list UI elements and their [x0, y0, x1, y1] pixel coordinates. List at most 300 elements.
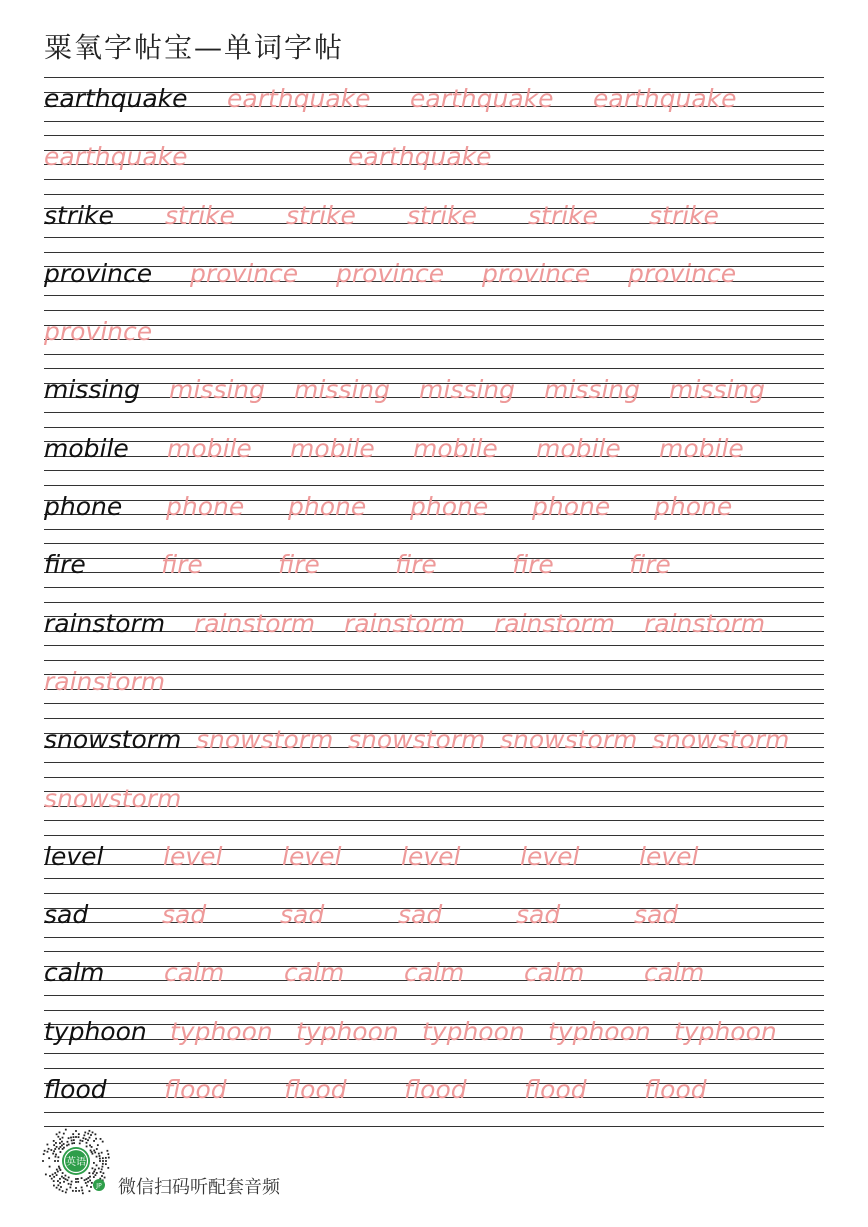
qr-dot [89, 1144, 91, 1146]
qr-dot [63, 1133, 65, 1135]
qr-dot [96, 1172, 98, 1174]
qr-dot [52, 1174, 54, 1176]
qr-dot [71, 1142, 73, 1144]
qr-dot [58, 1166, 60, 1168]
practice-row [44, 718, 824, 776]
row-words [44, 492, 824, 522]
trace-word: province [628, 258, 737, 288]
trace-word: flood [644, 1075, 707, 1105]
qr-dot [48, 1148, 50, 1150]
qr-dot [68, 1183, 70, 1185]
qr-dot [67, 1141, 69, 1143]
qr-dot [72, 1133, 74, 1135]
qr-dot [43, 1153, 45, 1155]
trace-word: mobile [536, 433, 621, 463]
practice-row [44, 602, 824, 660]
qr-dot [73, 1139, 75, 1141]
trace-word: missing [294, 375, 391, 405]
ruling-line [44, 529, 824, 530]
qr-dot [59, 1178, 61, 1180]
practice-row [44, 835, 824, 893]
qr-dot [72, 1190, 74, 1192]
trace-word: calm [164, 958, 225, 988]
qr-dot [70, 1137, 72, 1139]
qr-dot [94, 1152, 96, 1154]
qr-dot [90, 1150, 92, 1152]
qr-dot [71, 1140, 73, 1142]
qr-dot [60, 1186, 62, 1188]
qr-dot [47, 1151, 49, 1153]
practice-row [44, 485, 824, 543]
ruling-line [44, 645, 824, 646]
model-word: flood [44, 1075, 107, 1105]
trace-word: strike [165, 200, 235, 230]
qr-dot [107, 1153, 109, 1155]
trace-word: province [44, 317, 153, 347]
qr-dot [57, 1156, 59, 1158]
qr-dot [104, 1177, 106, 1179]
qr-dot [59, 1138, 61, 1140]
qr-dot [66, 1189, 68, 1191]
qr-dot [48, 1157, 50, 1159]
practice-row [44, 194, 824, 252]
trace-word: mobile [167, 433, 252, 463]
trace-word: strike [649, 200, 719, 230]
ruling-line [44, 587, 824, 588]
qr-dot [107, 1167, 109, 1169]
ruling-line [44, 1010, 824, 1011]
trace-word: earthquake [348, 142, 492, 172]
qr-dot [65, 1191, 67, 1193]
audio-hint: 微信扫码听配套音频 [118, 1177, 280, 1198]
trace-word: earthquake [227, 84, 371, 113]
qr-dot [102, 1157, 104, 1159]
model-word: earthquake [44, 84, 188, 113]
model-word: sad [44, 900, 89, 930]
qr-dot [93, 1176, 95, 1178]
qr-dot [62, 1137, 64, 1139]
qr-dot [59, 1142, 61, 1144]
qr-dot [100, 1171, 102, 1173]
qr-dot [50, 1149, 52, 1151]
trace-word: missing [544, 375, 641, 405]
qr-dot [89, 1137, 91, 1139]
qr-dot [94, 1133, 96, 1135]
ruling-line [44, 252, 824, 253]
trace-word: sad [280, 900, 325, 930]
trace-word: fire [629, 550, 671, 580]
qr-dot [85, 1182, 87, 1184]
qr-dot [73, 1142, 75, 1144]
qr-dot [87, 1181, 89, 1183]
qr-dot [60, 1151, 62, 1153]
qr-dot [56, 1174, 58, 1176]
qr-dot [65, 1129, 67, 1131]
qr-dot [85, 1138, 87, 1140]
row-words [44, 550, 824, 580]
practice-row [44, 951, 824, 1009]
qr-dot [61, 1141, 63, 1143]
qr-dot [78, 1190, 80, 1192]
qr-dot [81, 1187, 83, 1189]
ruling-line [44, 820, 824, 821]
qr-dot [99, 1160, 101, 1162]
model-word: snowstorm [44, 725, 182, 755]
qr-dot [53, 1176, 55, 1178]
qr-dot [68, 1137, 70, 1139]
row-words [44, 842, 824, 872]
qr-dot [102, 1160, 104, 1162]
ruling-line [44, 354, 824, 355]
practice-row [44, 777, 824, 835]
trace-word: level [282, 841, 342, 871]
row-words [44, 725, 824, 755]
row-words [44, 609, 824, 639]
qr-dot [63, 1181, 65, 1183]
qr-dot [106, 1150, 108, 1152]
qr-dot [57, 1171, 59, 1173]
qr-dot [86, 1142, 88, 1144]
qr-dot [98, 1168, 100, 1170]
qr-dot [58, 1148, 60, 1150]
qr-dot [90, 1134, 92, 1136]
trace-word: phone [654, 492, 733, 522]
row-words [44, 1075, 824, 1105]
practice-row [44, 1068, 824, 1126]
qr-dot [63, 1177, 65, 1179]
qr-dot [59, 1182, 61, 1184]
trace-word: sad [398, 900, 443, 930]
model-word: missing [44, 375, 141, 405]
trace-word: typhoon [296, 1016, 399, 1046]
trace-word: rainstorm [494, 608, 616, 638]
model-word: rainstorm [44, 608, 166, 638]
qr-dot [53, 1150, 55, 1152]
trace-word: sad [516, 900, 561, 930]
qr-dot [93, 1171, 95, 1173]
qr-dot [55, 1154, 57, 1156]
row-words [44, 375, 824, 405]
trace-word: rainstorm [194, 608, 316, 638]
qr-dot [86, 1146, 88, 1148]
row-words [44, 142, 824, 172]
row-words [44, 201, 824, 231]
model-word: typhoon [44, 1016, 147, 1046]
ruling-line [44, 878, 824, 879]
trace-word: calm [284, 958, 345, 988]
practice-row [44, 252, 824, 310]
qr-dot [78, 1136, 80, 1138]
qr-dot [99, 1158, 101, 1160]
qr-dot [57, 1184, 59, 1186]
model-word: fire [44, 550, 86, 580]
trace-word: flood [284, 1075, 347, 1105]
qr-dot [63, 1143, 65, 1145]
qr-dot [59, 1189, 61, 1191]
qr-dot [56, 1187, 58, 1189]
qr-dot [92, 1167, 94, 1169]
ruling-line [44, 295, 824, 296]
qr-dot [81, 1189, 83, 1191]
row-words [44, 958, 824, 988]
ruling-line [44, 179, 824, 180]
trace-word: missing [669, 375, 766, 405]
trace-word: mobile [413, 433, 498, 463]
practice-row [44, 893, 824, 951]
ruling-line [44, 470, 824, 471]
model-word: calm [44, 958, 105, 988]
trace-word: rainstorm [344, 608, 466, 638]
qr-dot [75, 1181, 77, 1183]
qr-dot [81, 1177, 83, 1179]
qr-dot [93, 1140, 95, 1142]
qr-dot [92, 1153, 94, 1155]
practice-row [44, 427, 824, 485]
trace-word: typhoon [170, 1016, 273, 1046]
trace-word: level [401, 841, 461, 871]
trace-word: snowstorm [348, 725, 486, 755]
trace-word: typhoon [674, 1016, 777, 1046]
qr-dot [59, 1167, 61, 1169]
trace-word: strike [407, 200, 477, 230]
ruling-line [44, 1112, 824, 1113]
footer [40, 1127, 460, 1199]
qr-dot [63, 1147, 65, 1149]
ruling-line [44, 703, 824, 704]
qr-dot [96, 1164, 98, 1166]
trace-word: phone [166, 492, 245, 522]
qr-dot [101, 1152, 103, 1154]
trace-word: calm [524, 958, 585, 988]
qr-dot [53, 1144, 55, 1146]
qr-dot [86, 1185, 88, 1187]
trace-word: missing [169, 375, 266, 405]
trace-word: fire [161, 550, 203, 580]
qr-dot [56, 1169, 58, 1171]
qr-dot [67, 1179, 69, 1181]
trace-word: calm [644, 958, 705, 988]
trace-word: mobile [290, 433, 375, 463]
qr-dot [82, 1140, 84, 1142]
ruling-line [44, 543, 824, 544]
ruling-line [44, 835, 824, 836]
trace-word: strike [286, 200, 356, 230]
qr-dot [65, 1178, 67, 1180]
qr-dot [102, 1163, 104, 1165]
ruling-line [44, 951, 824, 952]
qr-dot [61, 1176, 63, 1178]
ruling-line [44, 1053, 824, 1054]
qr-dot [69, 1187, 71, 1189]
trace-word: sad [162, 900, 207, 930]
qr-dot [47, 1144, 49, 1146]
ruling-line [44, 485, 824, 486]
qr-dot [102, 1166, 104, 1168]
ruling-line [44, 995, 824, 996]
qr-dot [96, 1148, 98, 1150]
trace-word: flood [164, 1075, 227, 1105]
qr-dot [82, 1192, 84, 1194]
qr-dot [45, 1174, 47, 1176]
qr-dot [105, 1160, 107, 1162]
qr-dot [103, 1172, 105, 1174]
trace-word: flood [404, 1075, 467, 1105]
qr-dot [95, 1174, 97, 1176]
qr-dot [57, 1160, 59, 1162]
qr-dot [52, 1153, 54, 1155]
qr-badge-label: 英语 [66, 1157, 86, 1168]
trace-word: earthquake [593, 84, 737, 113]
trace-word: level [520, 841, 580, 871]
model-word: level [44, 841, 104, 871]
qr-corner-label: JP [96, 1182, 102, 1190]
ruling-line [44, 412, 824, 413]
qr-dot [62, 1190, 64, 1192]
qr-dot [84, 1132, 86, 1134]
qr-dot [95, 1138, 97, 1140]
qr-dot [99, 1155, 101, 1157]
trace-word: snowstorm [196, 725, 334, 755]
trace-word: province [482, 258, 591, 288]
ruling-line [44, 135, 824, 136]
qr-code-icon[interactable] [40, 1127, 112, 1199]
trace-word: mobile [659, 433, 744, 463]
row-words [44, 784, 824, 814]
ruling-line [44, 368, 824, 369]
trace-word: rainstorm [44, 666, 166, 696]
qr-dot [54, 1172, 56, 1174]
row-words [44, 84, 824, 114]
qr-dot [44, 1150, 46, 1152]
ruling-line [44, 937, 824, 938]
ruling-line [44, 718, 824, 719]
qr-dot [92, 1172, 94, 1174]
qr-dot [84, 1179, 86, 1181]
ruling-line [44, 893, 824, 894]
trace-word: typhoon [422, 1016, 525, 1046]
qr-dot [77, 1181, 79, 1183]
qr-dot [59, 1132, 61, 1134]
ruling-line [44, 121, 824, 122]
qr-dot [75, 1187, 77, 1189]
qr-dot [93, 1150, 95, 1152]
qr-dot [56, 1146, 58, 1148]
ruling-line [44, 762, 824, 763]
qr-dot [97, 1144, 99, 1146]
ruling-line [44, 237, 824, 238]
qr-dot [92, 1132, 94, 1134]
qr-dot [86, 1178, 88, 1180]
practice-row [44, 368, 824, 426]
qr-dot [94, 1169, 96, 1171]
ruling-line [44, 194, 824, 195]
model-word: province [44, 258, 153, 288]
qr-dot [70, 1184, 72, 1186]
qr-dot [91, 1151, 93, 1153]
practice-row [44, 77, 824, 135]
qr-dot [66, 1145, 68, 1147]
ruling-line [44, 310, 824, 311]
qr-dot [83, 1137, 85, 1139]
qr-dot [105, 1163, 107, 1165]
trace-word: province [336, 258, 445, 288]
trace-word: fire [512, 550, 554, 580]
trace-word: flood [524, 1075, 587, 1105]
qr-dot [89, 1190, 91, 1192]
qr-dot [75, 1190, 77, 1192]
trace-word: typhoon [548, 1016, 651, 1046]
qr-dot [53, 1140, 55, 1142]
qr-dot [79, 1140, 81, 1142]
trace-word: level [163, 841, 223, 871]
qr-dot [78, 1133, 80, 1135]
qr-dot [90, 1186, 92, 1188]
qr-dot [105, 1157, 107, 1159]
qr-dot [88, 1172, 90, 1174]
model-word: strike [44, 200, 114, 230]
row-words [44, 434, 824, 464]
qr-dot [75, 1130, 77, 1132]
qr-dot [96, 1156, 98, 1158]
qr-dot [87, 1133, 89, 1135]
practice-row [44, 135, 824, 193]
trace-word: phone [410, 492, 489, 522]
qr-dot [100, 1138, 102, 1140]
trace-word: fire [395, 550, 437, 580]
trace-word: earthquake [44, 142, 188, 172]
practice-row [44, 310, 824, 368]
qr-dot [101, 1168, 103, 1170]
trace-word: missing [419, 375, 516, 405]
qr-dot [56, 1133, 58, 1135]
qr-dot [89, 1176, 91, 1178]
trace-word: snowstorm [500, 725, 638, 755]
qr-dot [87, 1177, 89, 1179]
qr-dot [87, 1139, 89, 1141]
qr-dot [101, 1175, 103, 1177]
trace-word: fire [278, 550, 320, 580]
row-words [44, 317, 824, 347]
qr-dot [62, 1172, 64, 1174]
qr-dot [89, 1180, 91, 1182]
qr-dot [102, 1141, 104, 1143]
qr-dot [53, 1180, 55, 1182]
model-word: phone [44, 492, 123, 522]
trace-word: earthquake [410, 84, 554, 113]
row-words [44, 1017, 824, 1047]
ruling-line [44, 427, 824, 428]
qr-dot [98, 1153, 100, 1155]
qr-dot [60, 1169, 62, 1171]
qr-dot [54, 1148, 56, 1150]
qr-dot [53, 1185, 55, 1187]
page-title: 粟氧字帖宝—单词字帖 [44, 31, 345, 64]
qr-dot [108, 1157, 110, 1159]
trace-word: phone [288, 492, 367, 522]
qr-dot [51, 1178, 53, 1180]
qr-dot [49, 1166, 51, 1168]
qr-dot [61, 1144, 63, 1146]
qr-dot [77, 1178, 79, 1180]
trace-word: strike [528, 200, 598, 230]
practice-row [44, 660, 824, 718]
practice-sheet [44, 77, 824, 1127]
practice-row [44, 543, 824, 601]
qr-dot [83, 1134, 85, 1136]
qr-dot [91, 1146, 93, 1148]
qr-dot [68, 1177, 70, 1179]
row-words [44, 667, 824, 697]
